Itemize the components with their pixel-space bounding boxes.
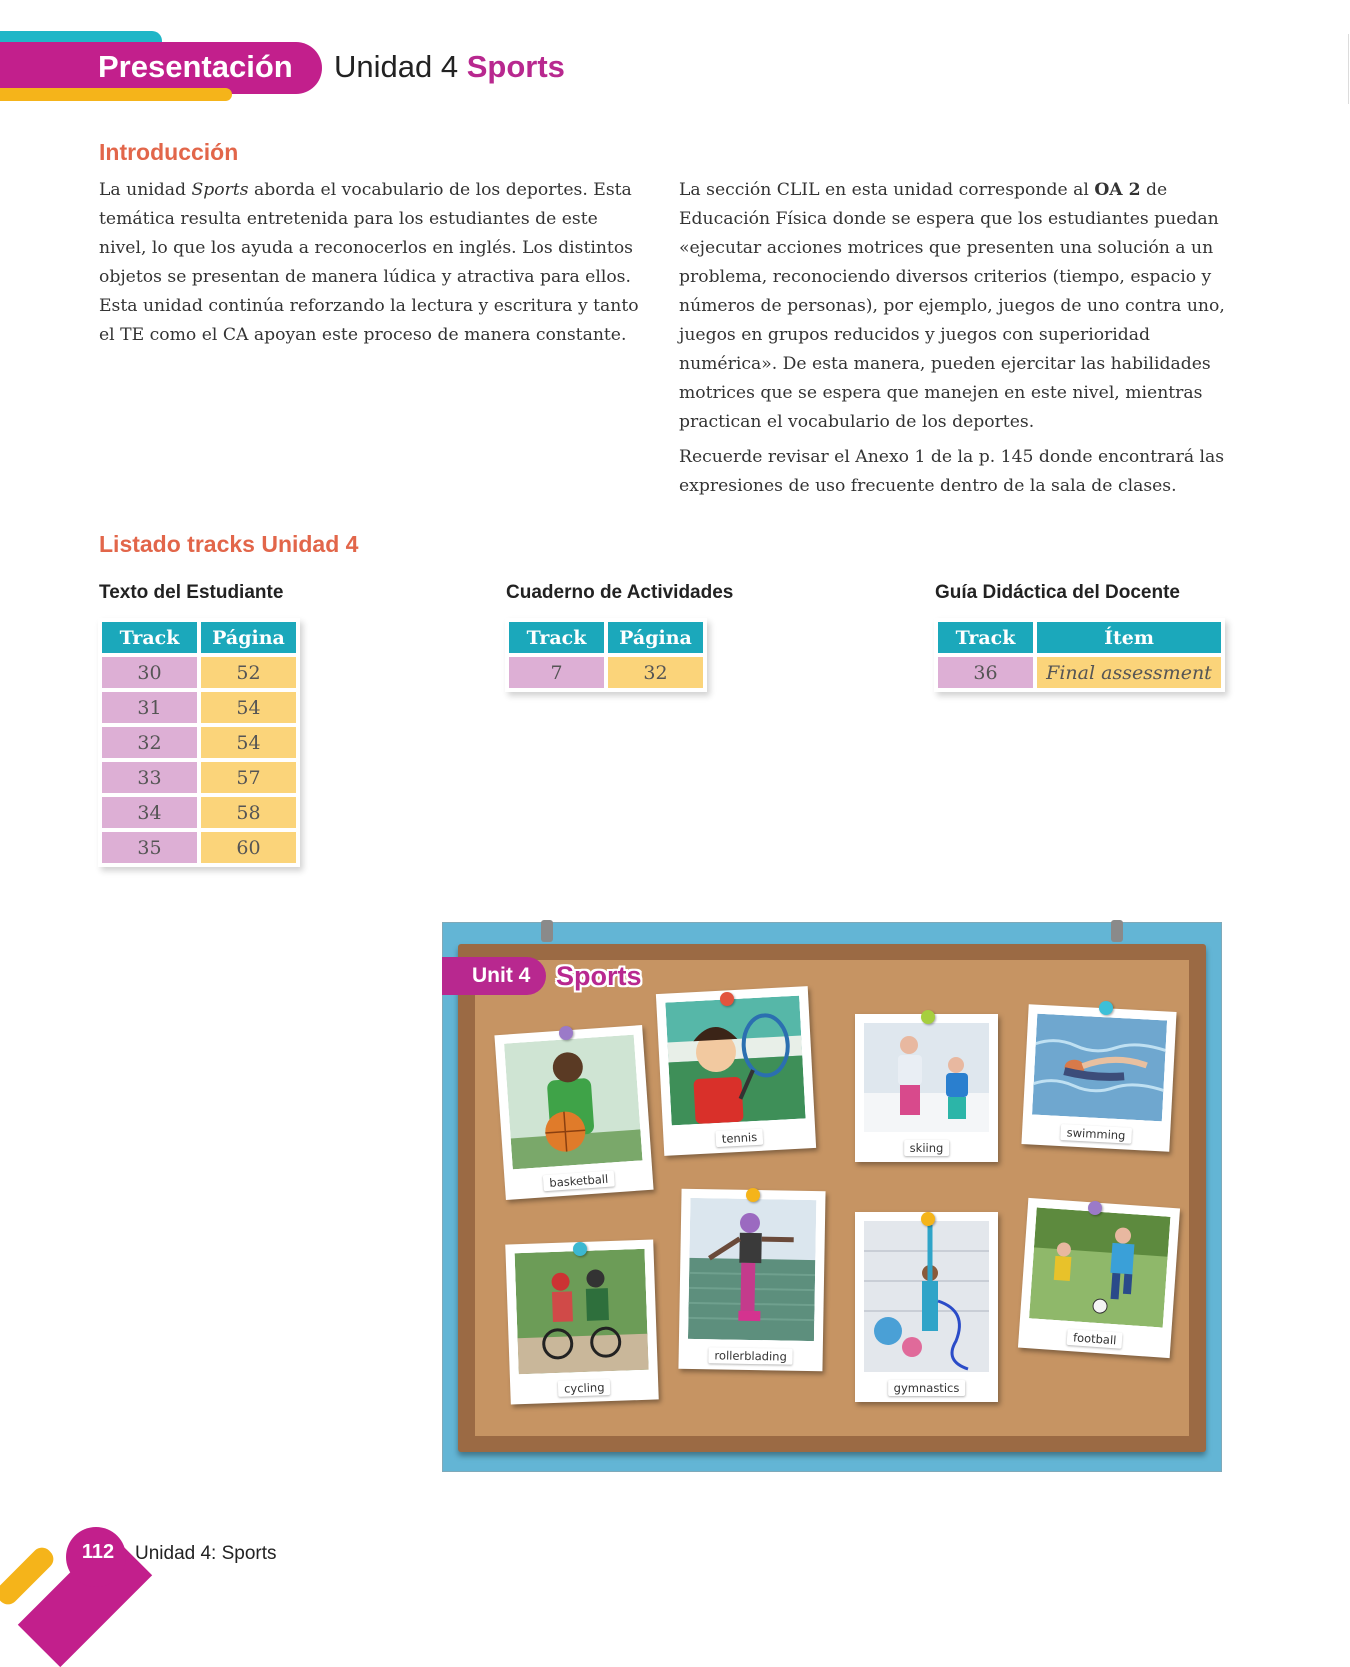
unit-badge: Unit 4 (442, 957, 546, 995)
intro-left-paragraph (99, 176, 649, 350)
photo-label: cycling (558, 1379, 611, 1397)
intro-left-rest: aborda el vocabulario de los deportes. Esta temática resulta entretenida para los estudiantes de este nivel, lo que los ayuda a reconocerlos en inglés. Los distintos objetos se presentan de manera lúdica y atractiva para ellos. Esta unidad continúa reforzando la lectura y escritura y tanto el TE como el CA apoyan este proceso de manera constante. (99, 180, 639, 345)
table-row (102, 832, 296, 863)
page-title (334, 45, 565, 89)
intro-right-rest: de Educación Física donde se espera que los estudiantes puedan «ejecutar acciones motrices que presenten una solución a un problema, reconociendo diversos criterios (tiempo, espacio y números de personas), por ejemplo, juegos de uno contra uno, juegos en grupos reducidos y juegos con superioridad numérica». De esta manera, pueden ejercitar las habilidades motrices que se espera que manejen en este nivel, mientras practican el vocabulario de los deportes. (679, 180, 1225, 432)
track-cell: 32 (102, 727, 197, 758)
intro-right-paragraph-2: Recuerde revisar el Anexo 1 de la p. 145 donde encontrará las expresiones de uso frecuente dentro de la sala de clases. (679, 447, 1225, 496)
table-row (102, 692, 296, 723)
track-cell: 36 (938, 657, 1033, 688)
football-photo (1029, 1207, 1170, 1327)
intro-left-column (99, 176, 649, 350)
table-title-cuaderno: Cuaderno de Actividades (506, 582, 734, 603)
basketball-photo (504, 1035, 642, 1170)
intro-left-lead: La unidad (99, 180, 192, 200)
gymnastics-photo (864, 1221, 989, 1372)
page-title-highlight: Sports (466, 49, 565, 84)
tennis-photo (665, 996, 805, 1126)
push-pin-icon (1088, 1201, 1102, 1215)
column-header: Página (201, 622, 296, 653)
photo-card-basketball (494, 1025, 653, 1200)
page-cell: 54 (201, 692, 296, 723)
intro-heading: Introducción (99, 139, 239, 165)
photo-label: football (1067, 1329, 1123, 1349)
table-header-row (509, 622, 703, 653)
hanger-hook-icon (1111, 920, 1123, 942)
table-header-row (102, 622, 296, 653)
table-title-estudiante: Texto del Estudiante (99, 582, 284, 603)
hanger-hook-icon (541, 920, 553, 942)
page-cell: 57 (201, 762, 296, 793)
section-label: Presentación (98, 49, 293, 84)
cycling-photo (515, 1249, 649, 1374)
page-title-prefix: Unidad 4 (334, 49, 459, 84)
photo-card-skiing (855, 1014, 998, 1162)
intro-left-italic: Sports (191, 180, 249, 200)
push-pin-icon (559, 1026, 573, 1040)
column-header: Página (608, 622, 703, 653)
page-cell: 52 (201, 657, 296, 688)
track-cell: 30 (102, 657, 197, 688)
track-cell: 31 (102, 692, 197, 723)
header-yellow-stripe (0, 88, 232, 101)
tracks-table-guia (934, 618, 1225, 692)
table-header-row (938, 622, 1221, 653)
photo-card-football (1018, 1198, 1180, 1358)
board-title: Sports (556, 961, 642, 991)
push-pin-icon (1099, 1001, 1113, 1015)
column-header: Track (509, 622, 604, 653)
photo-label: gymnastics (888, 1380, 966, 1396)
column-header: Track (938, 622, 1033, 653)
skiing-photo (864, 1023, 989, 1132)
push-pin-icon (573, 1242, 587, 1256)
intro-right-bold: OA 2 (1094, 180, 1141, 200)
photo-card-swimming (1021, 1004, 1176, 1152)
photo-label: basketball (543, 1170, 615, 1191)
table-row (509, 657, 703, 688)
push-pin-icon (921, 1212, 935, 1226)
photo-label: tennis (715, 1129, 763, 1147)
tracks-table-estudiante (98, 618, 300, 867)
table-title-guia: Guía Didáctica del Docente (935, 582, 1180, 603)
photo-card-rollerblading (678, 1189, 825, 1371)
footer-text: Unidad 4: Sports (135, 1543, 277, 1564)
push-pin-icon (921, 1010, 935, 1024)
page-number: 112 (81, 1541, 115, 1563)
track-cell: 35 (102, 832, 197, 863)
intro-right-lead: La sección CLIL en esta unidad corresponde al (679, 180, 1095, 200)
photo-label: skiing (904, 1140, 950, 1156)
push-pin-icon (720, 992, 734, 1006)
table-row (938, 657, 1221, 688)
photo-card-cycling (505, 1239, 658, 1404)
page-cell: 58 (201, 797, 296, 828)
page-cell: 32 (608, 657, 703, 688)
column-header: Ítem (1037, 622, 1221, 653)
photo-card-tennis (656, 986, 816, 1156)
table-row (102, 657, 296, 688)
tracks-heading: Listado tracks Unidad 4 (99, 531, 359, 557)
intro-right-paragraph-1 (679, 176, 1234, 437)
photo-label: rollerblading (708, 1347, 793, 1364)
track-cell: 34 (102, 797, 197, 828)
table-row (102, 797, 296, 828)
tracks-table-cuaderno (505, 618, 707, 692)
rollerblading-photo (688, 1198, 816, 1341)
table-row (102, 762, 296, 793)
photo-label: swimming (1060, 1124, 1132, 1144)
photo-card-gymnastics (855, 1212, 998, 1402)
page-cell: 60 (201, 832, 296, 863)
item-cell: Final assessment (1037, 657, 1221, 688)
table-row (102, 727, 296, 758)
intro-right-column (679, 176, 1234, 501)
push-pin-icon (746, 1188, 760, 1202)
page-cell: 54 (201, 727, 296, 758)
swimming-photo (1032, 1014, 1167, 1122)
track-cell: 33 (102, 762, 197, 793)
page-edge-divider (1348, 34, 1349, 104)
track-cell: 7 (509, 657, 604, 688)
column-header: Track (102, 622, 197, 653)
